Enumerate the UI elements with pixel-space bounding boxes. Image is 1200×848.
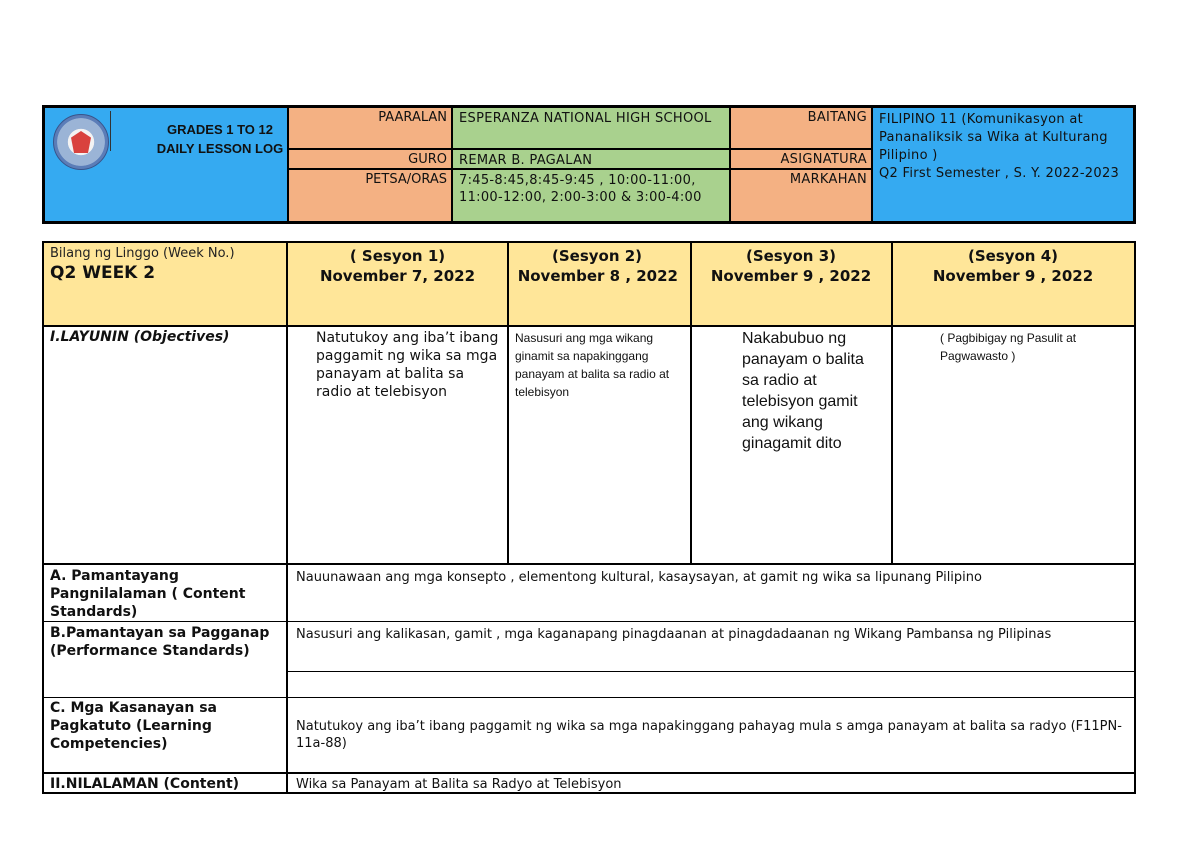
paaralan-value: ESPERANZA NATIONAL HIGH SCHOOL — [453, 108, 731, 150]
week-cell — [50, 246, 282, 284]
objective-session-2: Nasusuri ang mga wikang ginamit sa napakinggang panayam at balita sa radio at telebisyon — [515, 331, 670, 399]
petsa-value: 7:45-8:45,8:45-9:45 , 10:00-11:00, 11:00-12:00, 2:00-3:00 & 3:00-4:00 — [453, 170, 731, 221]
dll-header-table — [42, 105, 1136, 224]
week-value: Q2 WEEK 2 — [50, 263, 156, 283]
dll-title — [145, 120, 295, 158]
session-4-header — [894, 246, 1132, 286]
session-2-name: (Sesyon 2) — [552, 247, 643, 265]
baitang-label: BAITANG — [731, 108, 873, 150]
competencies-label: C. Mga Kasanayan sa Pagkatuto (Learning Competencies) — [50, 700, 217, 752]
lesson-log-table — [42, 241, 1136, 794]
performance-standards-label: B.Pamantayan sa Pagganap (Performance Standards) — [50, 625, 270, 659]
layunin-label: I.LAYUNIN (Objectives) — [50, 329, 230, 345]
nilalaman-label: II.NILALAMAN (Content) — [50, 776, 240, 792]
objective-session-4: ( Pagbibigay ng Pasulit at Pagwawasto ) — [940, 331, 1077, 363]
logo-cell — [45, 108, 289, 221]
paaralan-label: PAARALAN — [289, 108, 453, 150]
markahan-label: MARKAHAN — [731, 170, 873, 221]
session-2-header — [517, 246, 678, 286]
content-standards-label: A. Pamantayang Pangnilalaman ( Content Standards) — [50, 568, 246, 620]
deped-seal-icon — [53, 114, 109, 170]
session-1-name: ( Sesyon 1) — [349, 247, 446, 265]
asignatura-label: ASIGNATURA — [731, 150, 873, 170]
session-2-date: November 8 , 2022 — [517, 267, 678, 285]
title-line-1: GRADES 1 TO 12 — [167, 122, 273, 137]
performance-standards-value: Nasusuri ang kalikasan, gamit , mga kaganapang pinagdaanan at pinagdadaanan ng Wikang Pambansa ng Pilipinas — [296, 627, 1052, 642]
session-3-date: November 9 , 2022 — [710, 267, 872, 285]
session-3-name: (Sesyon 3) — [745, 247, 837, 265]
nilalaman-value: Wika sa Panayam at Balita sa Radyo at Telebisyon — [296, 777, 622, 792]
session-1-header — [290, 246, 505, 286]
petsa-label: PETSA/ORAS — [289, 170, 453, 221]
logo-divider — [110, 111, 111, 151]
content-standards-value: Nauunawaan ang mga konsepto , elementong kultural, kasaysayan, at gamit ng wika sa lipunang Pilipino — [296, 570, 982, 585]
title-line-2: DAILY LESSON LOG — [156, 141, 284, 156]
session-4-name: (Sesyon 4) — [967, 247, 1059, 265]
week-label: Bilang ng Linggo (Week No.) — [50, 246, 235, 261]
objective-session-3: Nakabubuo ng panayam o balita sa radio at telebisyon gamit ang wikang ginagamit dito — [742, 330, 864, 452]
competencies-value: Natutukoy ang iba’t ibang paggamit ng wika sa mga napakinggang pahayag mula s amga panayam at balita sa radyo (F11PN-11a-88) — [296, 719, 1122, 751]
session-4-date: November 9 , 2022 — [932, 267, 1094, 285]
session-3-header — [693, 246, 889, 286]
markahan-value: Q2 First Semester , S. Y. 2022-2023 — [879, 166, 1120, 181]
session-1-date: November 7, 2022 — [319, 267, 476, 285]
objective-session-1: Natutukoy ang iba’t ibang paggamit ng wika sa mga panayam at balita sa radio at telebisyon — [316, 330, 499, 400]
guro-label: GURO — [289, 150, 453, 170]
subject-value: FILIPINO 11 (Komunikasyon at Pananaliksik sa Wika at Kulturang Pilipino ) — [879, 112, 1108, 163]
subject-cell — [873, 108, 1133, 221]
guro-value: REMAR B. PAGALAN — [453, 150, 731, 170]
